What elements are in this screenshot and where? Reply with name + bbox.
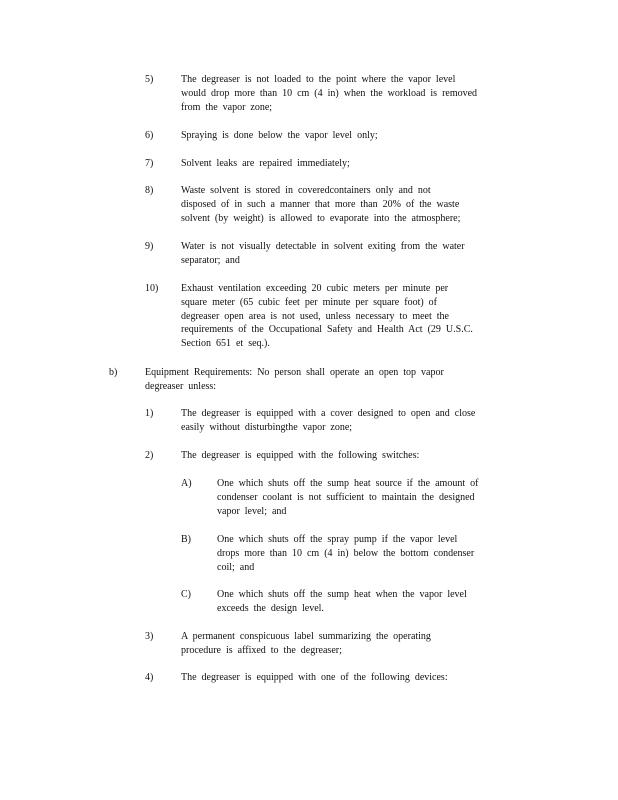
text-line: The degreaser is equipped with the following switches: [181,450,420,461]
item-marker: 6) [145,130,154,141]
text-line: The degreaser is not loaded to the point where the vapor level [181,74,456,85]
item-marker: b) [109,367,118,378]
item-marker: 10) [145,283,159,294]
text-line: Waste solvent is stored in coveredcontainers only and not [181,185,431,196]
item-marker: C) [181,589,191,600]
text-line: drops more than 10 cm (4 in) below the bottom condenser [217,547,475,559]
text-line: disposed of in such a manner that more than 20% of the waste [181,198,460,210]
item-marker: B) [181,534,191,545]
text-line: square meter (65 cubic feet per minute per square foot) of [181,296,438,308]
text-line: separator; and [181,254,240,266]
text-line: Water is not visually detectable in solvent exiting from the water [181,241,465,252]
text-line: from the vapor zone; [181,101,273,113]
text-line: Solvent leaks are repaired immediately; [181,158,350,169]
item-marker: 4) [145,672,154,683]
text-line: solvent (by weight) is allowed to evaporate into the atmosphere; [181,212,461,224]
text-line: One which shuts off the sump heat source if the amount of [217,478,479,489]
item-marker: 3) [145,631,154,642]
text-line: would drop more than 10 cm (4 in) when the workload is removed [181,87,478,99]
text-line: coil; and [217,561,255,573]
text-line: requirements of the Occupational Safety and Health Act (29 U.S.C. [181,324,473,336]
item-marker: 2) [145,450,154,461]
text-line: One which shuts off the spray pump if the vapor level [217,534,458,545]
item-marker: 9) [145,241,154,252]
text-line: Exhaust ventilation exceeding 20 cubic meters per minute per [181,283,449,294]
text-line: degreaser unless: [145,380,217,392]
text-line: exceeds the design level. [217,602,324,614]
text-line: degreaser open area is not used, unless necessary to meet the [181,310,449,322]
text-line: easily without disturbingthe vapor zone; [181,421,353,433]
text-line: Spraying is done below the vapor level only; [181,130,378,141]
text-line: A permanent conspicuous label summarizing the operating [181,631,431,642]
text-line: The degreaser is equipped with one of the following devices: [181,672,448,683]
item-marker: 7) [145,158,154,169]
text-line: vapor level; and [217,505,287,517]
item-marker: 8) [145,185,154,196]
text-line: condenser coolant is not sufficient to maintain the designed [217,491,475,503]
text-line: The degreaser is equipped with a cover designed to open and close [181,408,476,419]
item-marker: 5) [145,74,154,85]
text-line: Section 651 et seq.). [181,338,270,350]
text-line: Equipment Requirements: No person shall operate an open top vapor [145,367,444,378]
text-line: procedure is affixed to the degreaser; [181,644,342,656]
item-marker: A) [181,478,192,489]
text-line: One which shuts off the sump heat when the vapor level [217,589,467,600]
item-marker: 1) [145,408,154,419]
